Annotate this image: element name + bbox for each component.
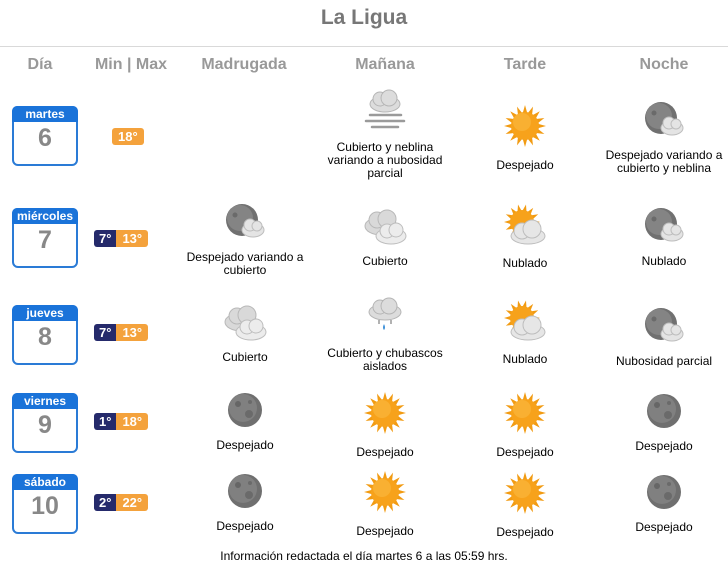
calendar-day <box>12 393 78 453</box>
temp-max: 22° <box>116 494 148 511</box>
forecast-text: Cubierto <box>222 350 268 364</box>
moon-cloud-icon <box>600 206 728 249</box>
sun-icon <box>465 389 585 440</box>
forecast-manana <box>322 206 448 268</box>
forecast-tarde <box>465 300 585 366</box>
calendar-weekday: martes <box>12 106 78 122</box>
sun-icon <box>322 468 448 519</box>
moon-cloud-icon <box>184 202 306 245</box>
temperature-badge <box>94 230 148 247</box>
header-noche: Noche <box>639 56 689 73</box>
forecast-text: Cubierto y neblina variando a nubosidad parcial <box>327 140 443 180</box>
moon-icon <box>600 472 728 515</box>
calendar-day <box>12 305 78 365</box>
calendar-day <box>12 474 78 534</box>
temperature-badge <box>112 128 144 145</box>
fog-icon <box>322 88 448 135</box>
temp-min: 2° <box>94 494 116 511</box>
temperature-badge <box>94 413 148 430</box>
forecast-noche <box>600 391 728 453</box>
forecast-text: Despejado <box>216 438 274 452</box>
calendar-weekday: jueves <box>12 305 78 321</box>
calendar-day <box>12 106 78 166</box>
calendar-weekday: miércoles <box>12 208 78 224</box>
calendar-weekday: sábado <box>12 474 78 490</box>
calendar-date: 8 <box>38 323 52 351</box>
sun-cloud-icon <box>465 204 585 251</box>
forecast-text: Despejado <box>356 524 414 538</box>
forecast-manana <box>322 389 448 459</box>
temp-max: 13° <box>116 230 148 247</box>
forecast-madrugada <box>184 302 306 364</box>
forecast-noche <box>600 306 728 368</box>
cloud-icon <box>184 302 306 345</box>
temp-min: 1° <box>94 413 116 430</box>
sun-cloud-icon <box>465 300 585 347</box>
forecast-text: Despejado <box>496 158 554 172</box>
sun-icon <box>465 469 585 520</box>
forecast-manana <box>322 294 448 373</box>
forecast-tarde <box>465 204 585 270</box>
forecast-noche <box>600 100 728 175</box>
header-minmax: Min | Max <box>94 56 168 73</box>
sun-icon <box>465 102 585 153</box>
forecast-text: Despejado <box>635 520 693 534</box>
forecast-text: Despejado <box>216 519 274 533</box>
moon-icon <box>184 390 306 433</box>
forecast-madrugada <box>184 202 306 277</box>
forecast-text: Cubierto y chubascos aislados <box>327 346 443 373</box>
header-manana: Mañana <box>355 56 415 73</box>
moon-cloud-icon <box>600 306 728 349</box>
header-dia: Día <box>27 56 53 73</box>
calendar-day <box>12 208 78 268</box>
forecast-text: Despejado <box>635 439 693 453</box>
forecast-madrugada <box>184 390 306 452</box>
moon-icon <box>184 471 306 514</box>
forecast-text: Despejado <box>496 525 554 539</box>
temperature-badge <box>94 324 148 341</box>
calendar-date: 10 <box>31 492 59 520</box>
temp-min: 7° <box>94 230 116 247</box>
forecast-text: Despejado variando a cubierto <box>186 250 304 277</box>
forecast-tarde <box>465 389 585 459</box>
forecast-madrugada <box>184 471 306 533</box>
forecast-text: Despejado variando a cubierto y neblina <box>605 148 723 175</box>
footer-note: Información redactada el día martes 6 a las 05:59 hrs. <box>220 549 508 563</box>
forecast-text: Nubosidad parcial <box>615 354 713 368</box>
forecast-noche <box>600 472 728 534</box>
header-tarde: Tarde <box>503 56 547 73</box>
moon-cloud-icon <box>600 100 728 143</box>
forecast-manana <box>322 468 448 538</box>
forecast-text: Despejado <box>496 445 554 459</box>
header-madrugada: Madrugada <box>201 56 287 73</box>
forecast-noche <box>600 206 728 268</box>
forecast-text: Nublado <box>502 352 548 366</box>
forecast-text: Nublado <box>641 254 687 268</box>
cloud-icon <box>322 206 448 249</box>
calendar-date: 9 <box>38 411 52 439</box>
temp-min: 7° <box>94 324 116 341</box>
calendar-date: 7 <box>38 226 52 254</box>
forecast-text: Nublado <box>502 256 548 270</box>
temp-max: 13° <box>116 324 148 341</box>
forecast-tarde <box>465 469 585 539</box>
temp-max: 18° <box>112 128 144 145</box>
temperature-badge <box>94 494 148 511</box>
title-divider <box>0 46 728 47</box>
page-title: La Ligua <box>320 6 408 29</box>
moon-icon <box>600 391 728 434</box>
temp-max: 18° <box>116 413 148 430</box>
forecast-text: Cubierto <box>362 254 408 268</box>
cloud-rain-icon <box>322 294 448 341</box>
sun-icon <box>322 389 448 440</box>
forecast-tarde <box>465 102 585 172</box>
forecast-manana <box>322 88 448 180</box>
calendar-date: 6 <box>38 124 52 152</box>
calendar-weekday: viernes <box>12 393 78 409</box>
forecast-text: Despejado <box>356 445 414 459</box>
